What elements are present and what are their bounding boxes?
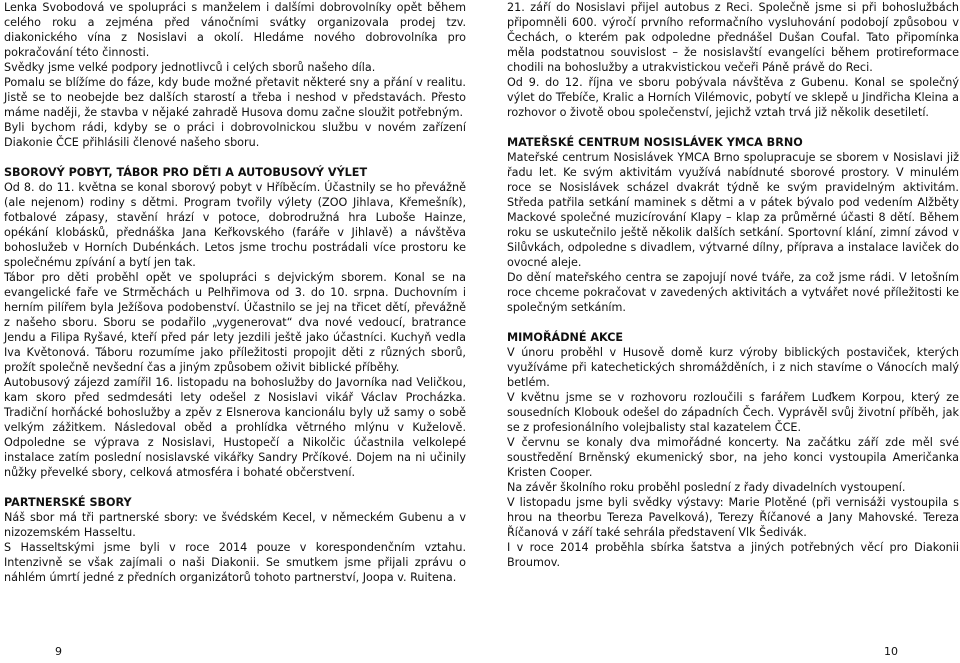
section-heading: MIMOŘÁDNÉ AKCE xyxy=(507,331,624,344)
paragraph: V únoru proběhl v Husově domě kurz výroby biblických postaviček, kterých využíváme při katechetických shromážděních, i z nich stavíme o Vánocích malý betlém. xyxy=(507,346,959,389)
section-heading: MATEŘSKÉ CENTRUM NOSISLÁVEK YMCA BRNO xyxy=(507,136,803,149)
paragraph: V květnu jsme se v rozhovoru rozloučili s farářem Luďkem Korpou, který ze sousedních Klobouk odešel do západních Čech. Vyprávěl svůj životní příběh, jak se z profesionálního volejbalisty stal kazatelem ČCE. xyxy=(507,391,959,434)
paragraph: Od 8. do 11. května se konal sborový pobyt v Hříběcím. Účastnily se ho převážně (ale nejenom) rodiny s dětmi. Program tvořily výlety (ZOO Jihlava, Křemešník), fotbalové zápasy, stavění hrází v potoce, dobrodružná hra Luboše Hainze, opékání klobásků, přednáška Jana Keřkovského (faráře v Jihlavě) a návštěva bohoslužeb v Horních Dubénkách. Letos jsme trochu postrádali více prostoru ke společnému zpívání a bytí jen tak. xyxy=(4,181,466,269)
paragraph: Lenka Svobodová ve spolupráci s manželem i dalšími dobrovolníky opět během celého roku a zejména před vánočními svátky organizovala prodej tzv. diakonického vína z Nosislavi a okolí. Hledáme nového dobrovolníka pro pokračování této činnosti. xyxy=(4,1,466,59)
paragraph: Mateřské centrum Nosislávek YMCA Brno spolupracuje se sborem v Nosislavi již řadu let. Ke svým aktivitám využívá nabídnuté sborové prostory. V minulém roce se Nosislávek scházel dvakrát týdně ke svým pravidelným aktivitám. Středa patřila setkání maminek s dětmi a v pátek bývalo pod vedením Alžběty Mackové společné muzicírování Klapy – klap za průměrné účasti 8 dětí. Během roku se uskutečnilo ještě několik dalších setkání. Sportovní klání, zimní závod v Silůvkách, odpoledne s divadlem, výtvarné dílny, příprava a instalace laviček do ovocné aleje. xyxy=(507,151,959,269)
section-heading: PARTNERSKÉ SBORY xyxy=(4,496,132,509)
page-number-left: 9 xyxy=(55,645,62,658)
paragraph: Tábor pro děti proběhl opět ve spolupráci s dejvickým sborem. Konal se na evangelické faře ve Strměchách u Pelhřimova od 3. do 10. srpna. Duchovním i herním pilířem byla Ježíšova podobenství. Účastnilo se jej na třicet dětí, převážně z našeho sboru. Sboru se podařilo „vygenerovat“ dva nové vedoucí, bratrance Jendu a Filipa Ryšavé, kteří před pár lety jezdili ještě jako účastníci. Kuchyň vedla Iva Květonová. Táboru rozumíme jako příležitosti propojit děti z různých sborů, prožít společně nevšední čas a jiným způsobem oživit biblické příběhy. xyxy=(4,271,466,374)
paragraph: Svědky jsme velké podpory jednotlivců i celých sborů našeho díla. xyxy=(4,61,376,74)
right-column xyxy=(507,0,959,570)
paragraph: V červnu se konaly dva mimořádné koncerty. Na začátku září zde měl své soustředění Brněnský ekumenický sbor, na jeho konci vystoupila Američanka Kristen Cooper. xyxy=(507,436,959,479)
paragraph: Do dění mateřského centra se zapojují nové tváře, za což jsme rádi. V letošním roce chceme pokračovat v zavedených aktivitách a vytvářet nové příležitosti ke společným setkáním. xyxy=(507,271,959,314)
paragraph: Pomalu se blížíme do fáze, kdy bude možné přetavit některé sny a přání v realitu. Jistě se to neobejde bez dalších starostí a třeba i neshod v představách. Přesto máme naději, že stavba v nějaké zahradě Husova domu začne sloužit potřebným. xyxy=(4,76,466,119)
paragraph: V listopadu jsme byli svědky výstavy: Marie Plotěné (při vernisáži vystoupila s hrou na theorbu Tereza Pavelková), Terezy Říčanové a Jany Mahovské. Tereza Říčanová v září také sehrála představení Vlk Šedivák. xyxy=(507,496,959,539)
paragraph: S Hasseltskými jsme byli v roce 2014 pouze v korespondenčním vztahu. Intenzivně se však zajímali o naši Diakonii. Se smutkem jsme přijali zprávu o náhlém úmrtí jedné z předních organizátorů tohoto partnerství, Joopa v. Ruitena. xyxy=(4,541,466,584)
paragraph: Autobusový zájezd zamířil 16. listopadu na bohoslužby do Javorníka nad Veličkou, kam skoro před sedmdesáti lety odešel z Nosislavi vikář Václav Procházka. Tradiční horňácké bohoslužby a zpěv z Elsnerova kancionálu byly už samy o sobě velkým zážitkem. Následoval oběd a prohlídka větrného mlýnu v Kuželově. Odpoledne se výprava z Nosislavi, Hustopečí a Nikolčic účastnila velkolepé instalace zatím poslední nosislavské vikářky Sandry Prčíkové. Dojem na ni učinily nůžky převelké sbory, celková atmosféra i bohaté občerstvení. xyxy=(4,376,466,479)
paragraph: I v roce 2014 proběhla sbírka šatstva a jiných potřebných věcí pro Diakonii Broumov. xyxy=(507,541,959,569)
paragraph: Od 9. do 12. října ve sboru pobývala návštěva z Gubenu. Konal se společný výlet do Třebíče, Kralic a Horních Vilémovic, pobytí ve sklepě u Jindřicha Kleina a rozhovor o životě obou společenství, jejichž vztah trvá již několik desetiletí. xyxy=(507,76,959,119)
paragraph: Na závěr školního roku proběhl poslední z řady divadelních vystoupení. xyxy=(507,481,906,494)
section-heading: SBOROVÝ POBYT, TÁBOR PRO DĚTI A AUTOBUSOVÝ VÝLET xyxy=(4,166,368,179)
paragraph: Byli bychom rádi, kdyby se o práci i dobrovolnickou službu v novém zařízení Diakonie ČCE přihlásili členové našeho sboru. xyxy=(4,121,466,149)
paragraph: 21. září do Nosislavi přijel autobus z Reci. Společně jsme si při bohoslužbách připomněli 600. výročí prvního reformačního vysluhování podobojí způsobou v Čechách, o kterém pak odpoledne přednášel Dušan Coufal. Tato připomínka měla podstatnou souvislost – že nosislavští evangelíci během protireformace chodili na bohoslužby a utrakvistickou večeři Páně právě do Reci. xyxy=(507,1,959,74)
left-column xyxy=(4,0,466,585)
page-number-right: 10 xyxy=(884,645,898,658)
paragraph: Náš sbor má tři partnerské sbory: ve švédském Kecel, v německém Gubenu a v nizozemském Hasseltu. xyxy=(4,511,466,539)
